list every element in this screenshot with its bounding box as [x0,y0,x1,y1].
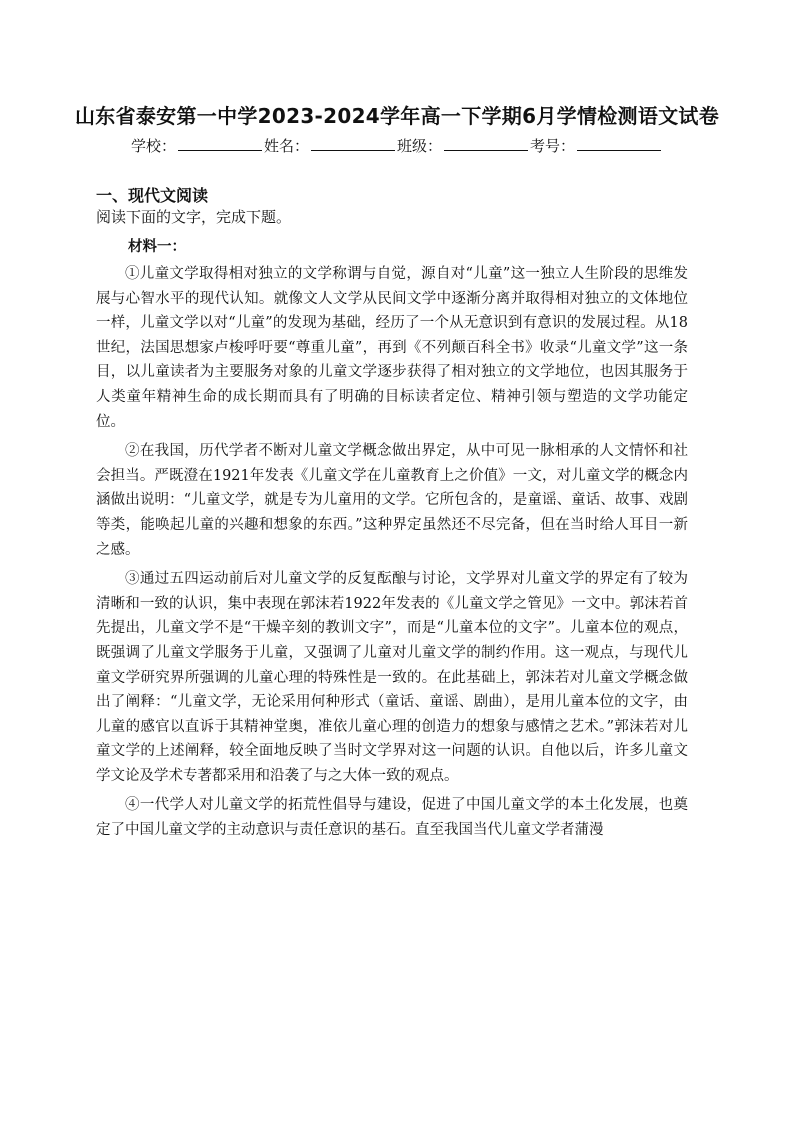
school-blank [178,136,262,151]
exam-number-blank [577,136,661,151]
name-label: 姓名： [263,137,309,155]
exam-number-label: 考号： [530,137,576,155]
section-heading: 一、现代文阅读 [96,186,209,205]
class-blank [444,136,528,151]
student-info-line [0,135,794,156]
name-blank [311,136,395,151]
class-label: 班级： [397,137,443,155]
paragraph-4: ④一代学人对儿童文学的拓荒性倡导与建设，促进了中国儿童文学的本土化发展，也奠定了中国儿童文学的主动意识与责任意识的基石。直至我国当代儿童文学者蒲漫 [96,797,688,839]
section-instruction: 阅读下面的文字，完成下题。 [96,208,292,226]
paragraph-1: ①儿童文学取得相对独立的文学称谓与自觉，源自对“儿童”这一独立人生阶段的思维发展与心智水平的现代认知。就像文人文学从民间文学中逐渐分离并取得相对独立的文体地位一样，儿童文学以对“儿童”的发现为基础，经历了一个从无意识到有意识的发展过程。从18世纪，法国思想家卢梭呼吁要“尊重儿童”，再到《不列颠百科全书》收录“儿童文学”这一条目，以儿童读者为主要服务对象的儿童文学逐步获得了相对独立的文学地位，也因其服务于人类童年精神生命的成长期而具有了明确的目标读者定位、精神引领与塑造的文学功能定位。 [96,266,688,430]
material-title: 材料一： [128,238,186,255]
exam-title: 山东省泰安第一中学2023-2024学年高一下学期6月学情检测语文试卷 [74,104,720,128]
paragraph-3: ③通过五四运动前后对儿童文学的反复酝酿与讨论，文学界对儿童文学的界定有了较为清晰和一致的认识，集中表现在郭沫若1922年发表的《儿童文学之管见》一文中。郭沫若首先提出，儿童文学不是“干燥辛刻的教训文字”，而是“儿童本位的文字”。儿童本位的观点，既强调了儿童文学服务于儿童，又强调了儿童对儿童文学的制约作用。这一观点，与现代儿童文学研究界所强调的儿童心理的特殊性是一致的。在此基础上，郭沫若对儿童文学概念做出了阐释：“儿童文学，无论采用何种形式（童话、童谣、剧曲），是用儿童本位的文字，由儿童的感官以直诉于其精神堂奥，准依儿童心理的创造力的想象与感情之艺术。”郭沫若对儿童文学的上述阐释，较全面地反映了当时文学界对这一问题的认识。自他以后，许多儿童文学文论及学术专著都采用和沿袭了与之大体一致的观点。 [96,571,688,784]
material-body [96,262,688,843]
school-label: 学校： [130,137,176,155]
paragraph-2: ②在我国，历代学者不断对儿童文学概念做出界定，从中可见一脉相承的人文情怀和社会担当。严既澄在1921年发表《儿童文学在儿童教育上之价值》一文，对儿童文学的概念内涵做出说明：“儿童文学，就是专为儿童用的文学。它所包含的，是童谣、童话、故事、戏剧等类，能唤起儿童的兴趣和想象的东西。”这种界定虽然还不尽完备，但在当时给人耳目一新之感。 [96,443,688,558]
